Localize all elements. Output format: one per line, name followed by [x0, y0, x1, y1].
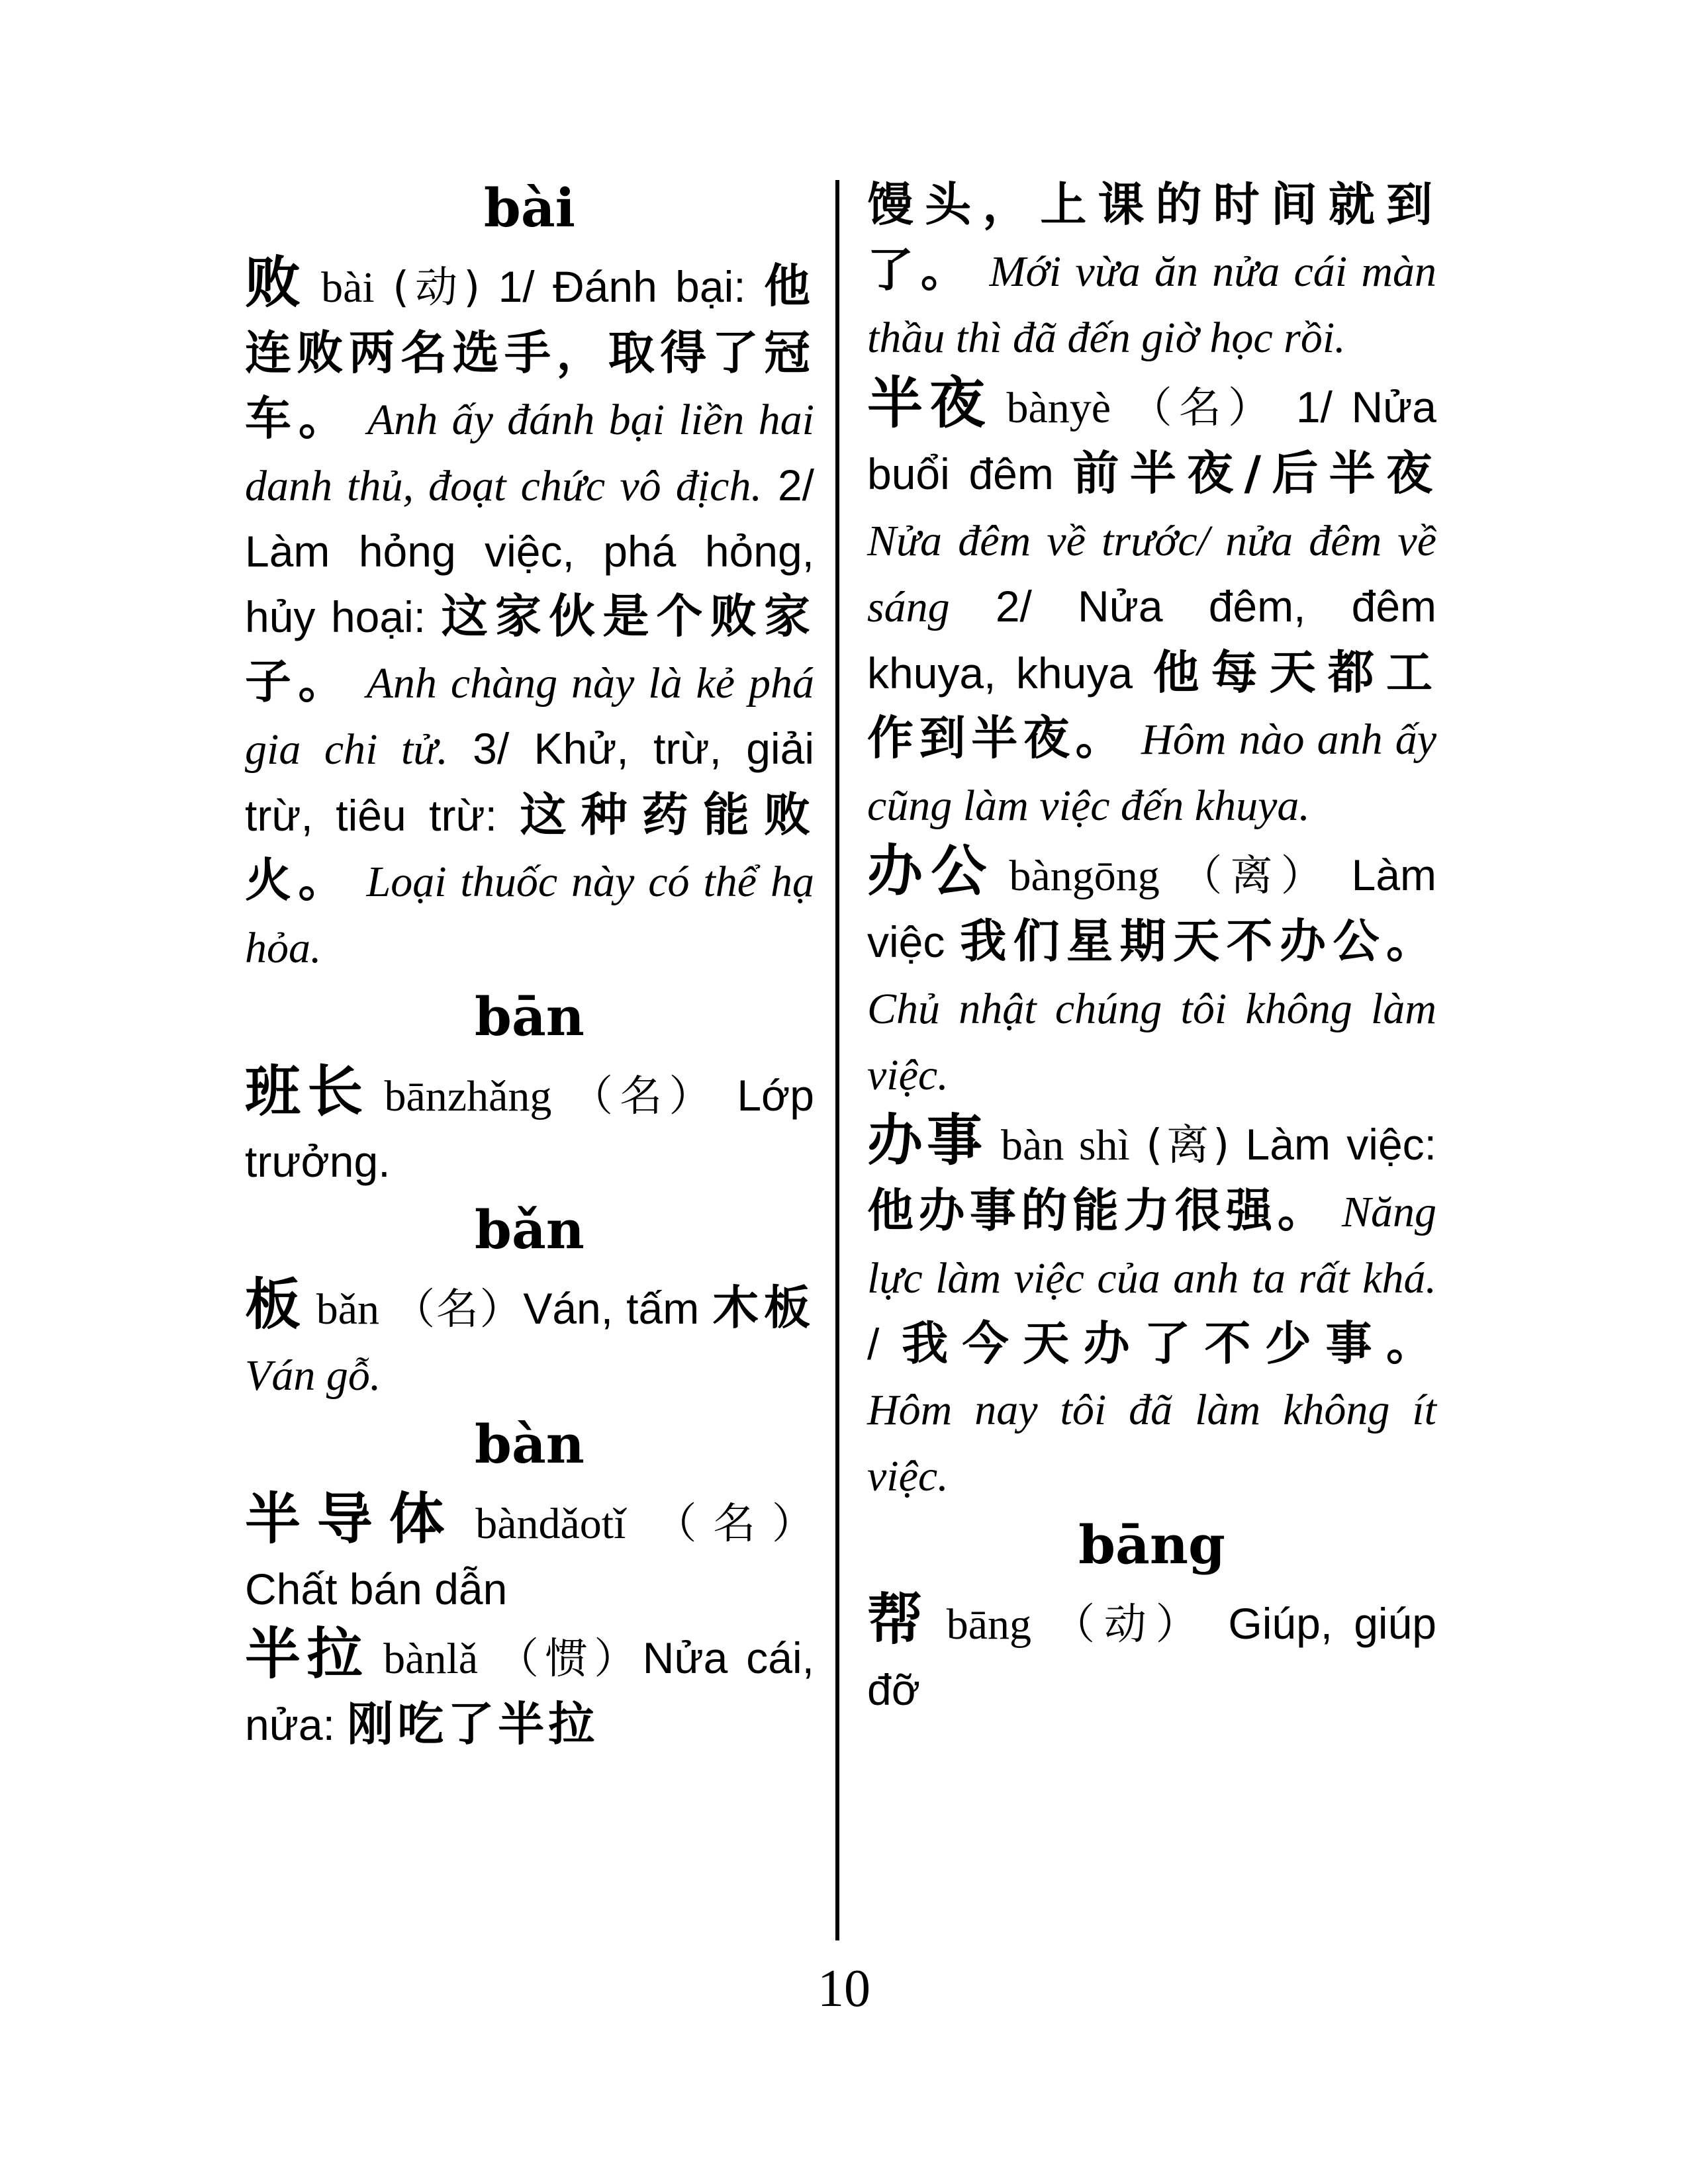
entry-bai — [245, 250, 814, 981]
example-chinese: 他每天都工作到半夜。 — [867, 645, 1436, 765]
definition: Chất bán dẫn — [245, 1565, 508, 1614]
example-chinese: 他办事的能力很强。 — [867, 1183, 1329, 1238]
part-of-speech: （名） — [570, 1072, 718, 1121]
example-translation: Loại thuốc này có thể hạ hỏa. — [245, 858, 814, 972]
part-of-speech: （动） — [1053, 1600, 1207, 1649]
entry-bandaoti — [245, 1486, 814, 1621]
headword: 半拉 — [245, 1621, 369, 1686]
headword: 班长 — [245, 1058, 370, 1124]
definition: Làm việc: — [1229, 1120, 1436, 1169]
part-of-speech: （名） — [654, 1500, 815, 1549]
part-of-speech: (动) — [393, 263, 481, 312]
definition: Nửa cái, nửa: — [245, 1633, 814, 1749]
definition: Lớp trưởng. — [245, 1071, 815, 1186]
definition: Ván, tấm — [523, 1284, 713, 1333]
example-chinese: 我今天办了不少事。 — [902, 1316, 1436, 1371]
section-heading-ban3: bǎn — [475, 1199, 585, 1261]
example-chinese: 他连败两名选手，取得了冠车。 — [245, 258, 814, 445]
section-heading-bang: bāng — [1078, 1514, 1225, 1576]
part-of-speech: （名） — [1129, 384, 1278, 433]
entry-banzhang — [245, 1059, 814, 1194]
example-translation: Hôm nào anh ấy cũng làm việc đến khuya. — [867, 715, 1436, 830]
definition: Làm việc — [867, 850, 1437, 966]
definition: 3/ Khử, trừ, giải trừ, tiêu trừ: — [245, 724, 814, 840]
headword: 败 — [245, 250, 307, 315]
section-heading-bai: bài — [483, 177, 576, 239]
example-translation: Hôm nay tôi đã làm không ít việc. — [867, 1386, 1436, 1500]
example-translation: Anh ấy đánh bại liền hai danh thủ, đoạt chức vô địch. — [245, 396, 814, 510]
pinyin: bàn shì — [1001, 1121, 1130, 1169]
pinyin: bāng — [946, 1600, 1032, 1649]
example-chinese: 木板 — [712, 1280, 814, 1335]
entry-banye — [867, 371, 1436, 839]
page-number: 10 — [818, 1960, 870, 2018]
example-translation: Nửa đêm về trước/ nửa đêm về sáng — [867, 517, 1436, 631]
entry-bangong — [867, 839, 1436, 1108]
part-of-speech: （离） — [1180, 852, 1332, 901]
entry-banla-continued — [867, 172, 1436, 371]
pinyin: bài — [321, 263, 375, 312]
example-translation: Chủ nhật chúng tôi không làm việc. — [867, 985, 1436, 1099]
definition: 2/ Nửa đêm, đêm khuya, khuya — [867, 582, 1436, 698]
example-translation: Năng lực làm việc của anh ta rất khá. — [867, 1188, 1437, 1302]
pinyin: bànyè — [1006, 384, 1111, 432]
left-column — [245, 172, 814, 1757]
pinyin: bānzhǎng — [384, 1072, 552, 1120]
example-chinese: 刚吃了半拉 — [347, 1696, 599, 1751]
column-divider — [835, 180, 839, 1940]
headword: 板 — [245, 1271, 302, 1337]
headword: 办公 — [867, 838, 995, 903]
headword: 办事 — [867, 1107, 987, 1173]
pinyin: bànlǎ — [383, 1635, 479, 1683]
entry-ban3 — [245, 1272, 814, 1408]
part-of-speech: （惯） — [496, 1635, 643, 1684]
entry-banla — [245, 1621, 814, 1757]
example-chinese: 这家伙是个败家子。 — [245, 588, 814, 709]
example-chinese: 馒头，上课的时间就到了。 — [867, 177, 1436, 297]
headword: 帮 — [867, 1586, 932, 1652]
section-heading-ban1: bān — [475, 985, 585, 1048]
example-chinese: 前半夜/后半夜 — [1072, 445, 1436, 500]
definition: 1/ Nửa buổi đêm — [867, 383, 1436, 498]
entry-bang — [867, 1587, 1436, 1722]
pinyin: bǎn — [316, 1285, 380, 1334]
definition: 2/ Làm hỏng việc, phá hỏng, hủy hoại: — [245, 461, 814, 641]
pinyin: bàngōng — [1009, 852, 1160, 900]
example-translation: Ván gỗ. — [245, 1351, 381, 1400]
definition: Giúp, giúp đỡ — [867, 1599, 1436, 1714]
entry-banshi — [867, 1108, 1436, 1509]
definition: 1/ Đánh bại: — [480, 262, 764, 311]
example-chinese: 这种药能败火。 — [245, 787, 815, 907]
example-translation: Anh chàng này là kẻ phá gia chi tử. — [245, 659, 815, 774]
pinyin: bàndǎotǐ — [475, 1500, 626, 1548]
section-heading-ban4: bàn — [475, 1413, 585, 1475]
example-translation: Mới vừa ăn nửa cái màn thầu thì đã đến giờ học rồi. — [867, 248, 1436, 362]
headword: 半导体 — [245, 1486, 461, 1551]
headword: 半夜 — [867, 370, 992, 435]
right-column — [867, 172, 1436, 1722]
part-of-speech: (离) — [1146, 1121, 1230, 1170]
separator: / — [867, 1320, 902, 1369]
example-chinese: 我们星期天不办公。 — [960, 913, 1436, 968]
part-of-speech: （名） — [393, 1285, 524, 1334]
